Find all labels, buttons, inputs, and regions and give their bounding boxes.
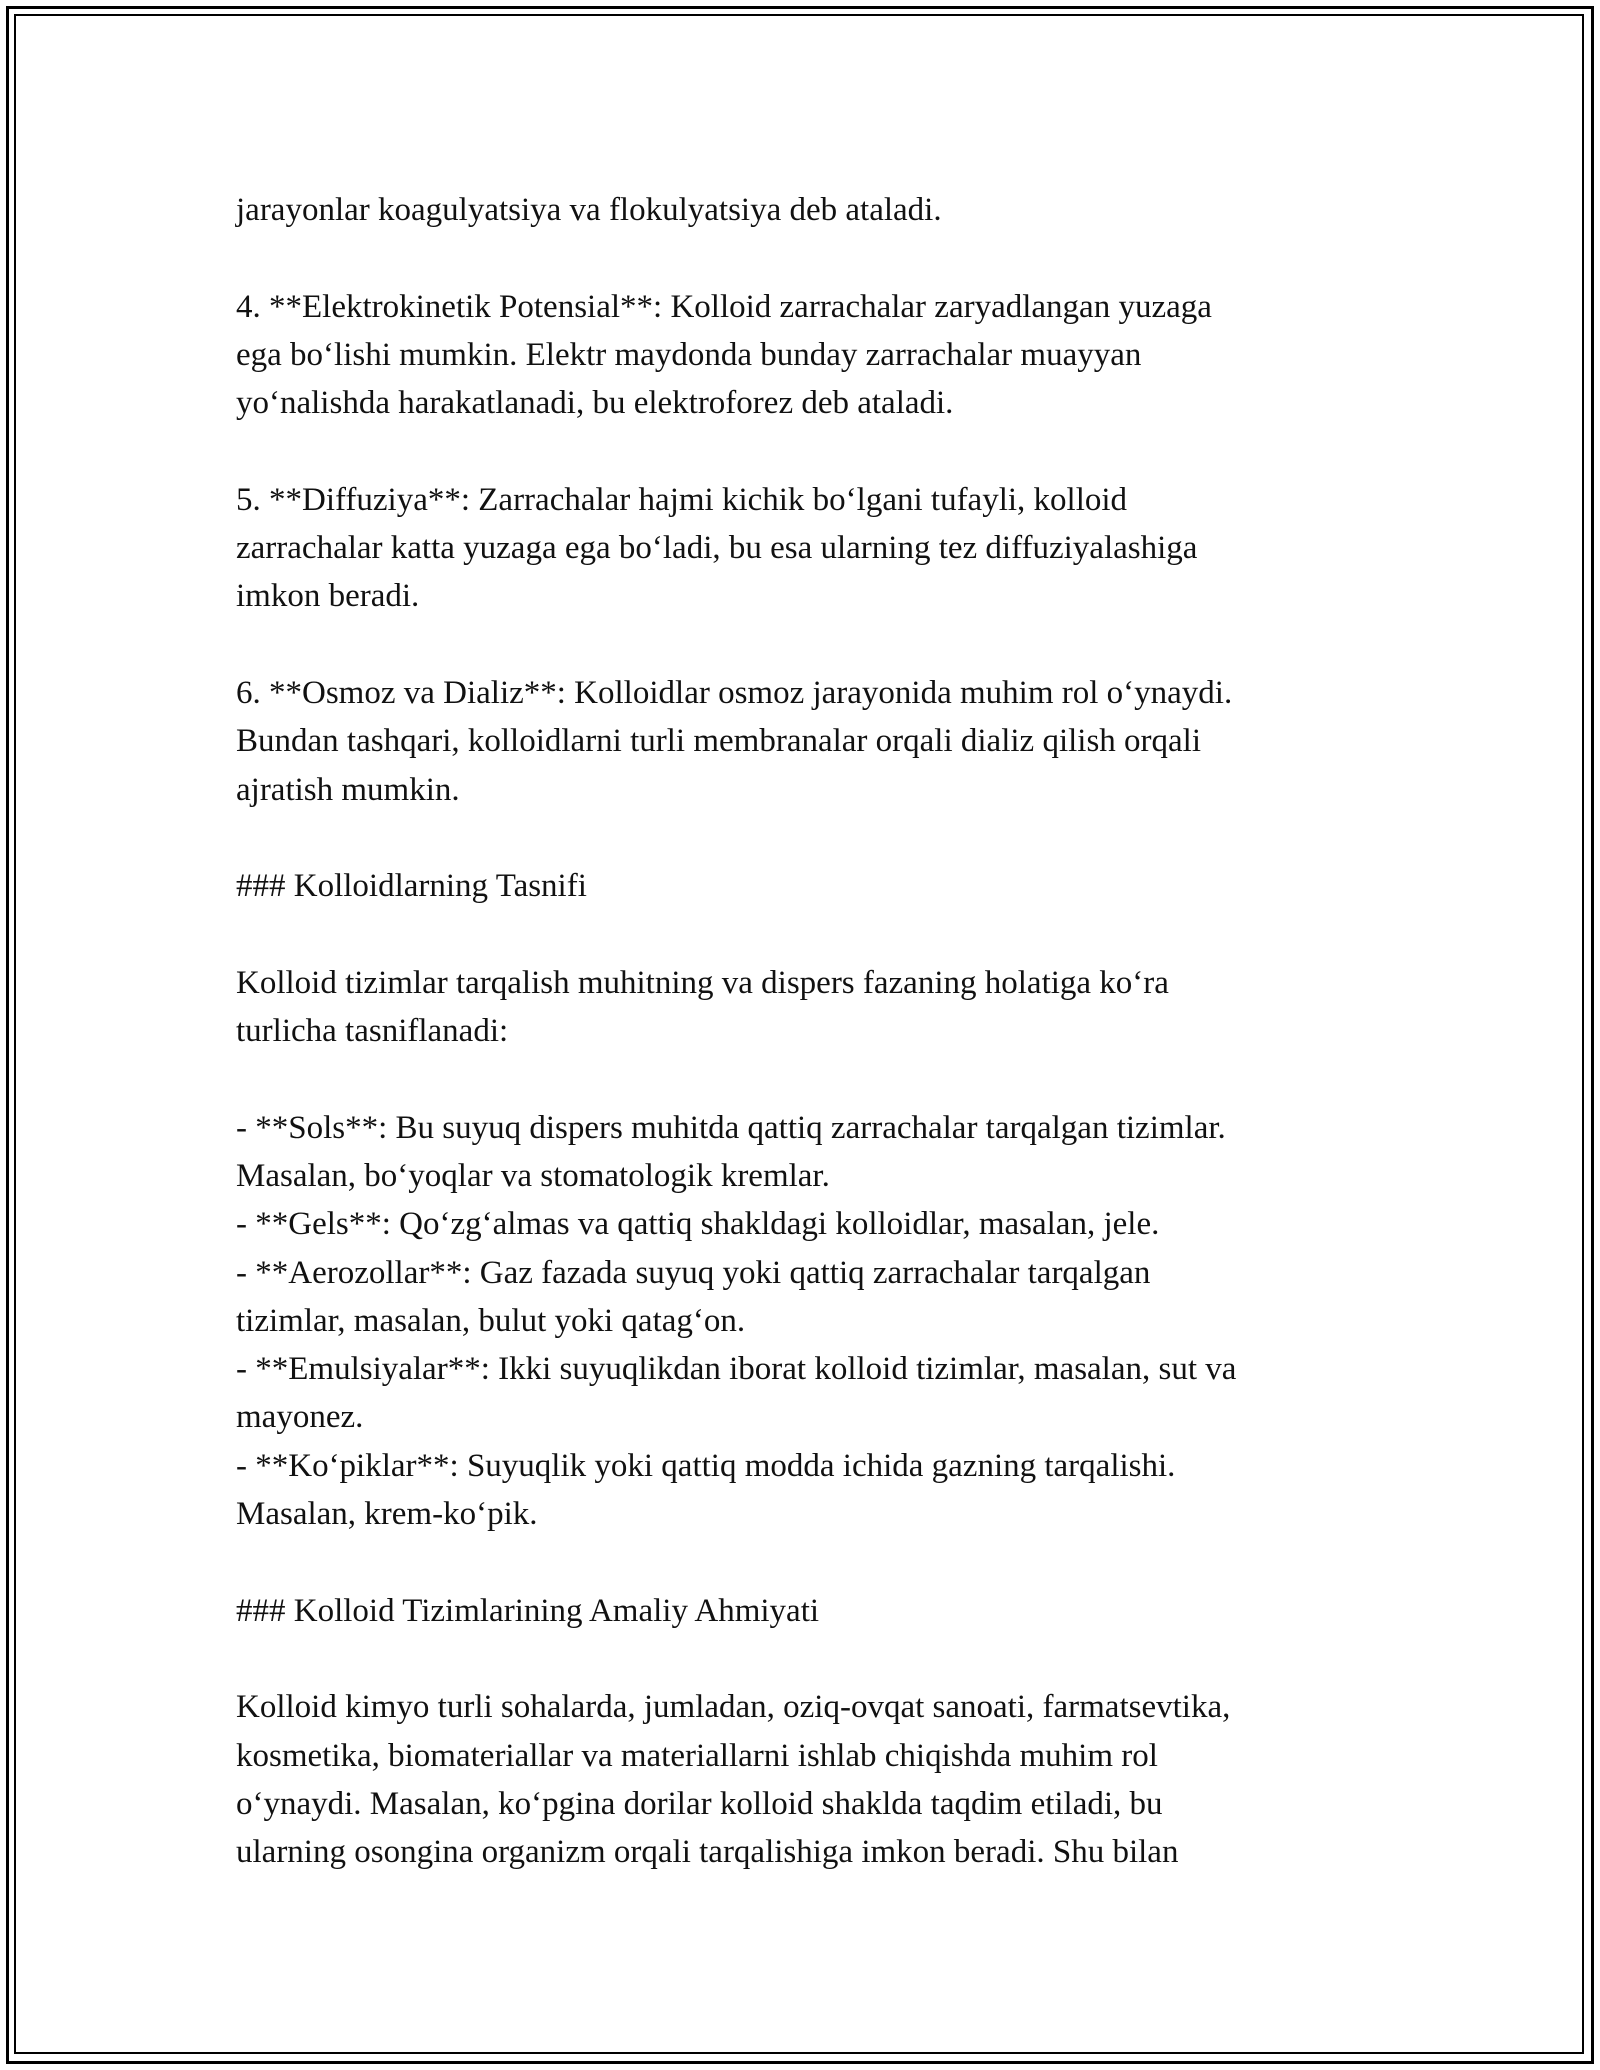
list-item-line: - **Emulsiyalar**: Ikki suyuqlikdan iborat kolloid tizimlar, masalan, sut va [236, 1351, 1237, 1388]
text-line: imkon beradi. [236, 578, 420, 615]
paragraph-elektrokinetik-potensial [236, 283, 1366, 428]
text-line: ajratish mumkin. [236, 771, 460, 808]
text-line: 4. **Elektrokinetik Potensial**: Kolloid zarrachalar zaryadlangan yuzaga [236, 288, 1212, 325]
document-body [236, 186, 1366, 1876]
heading-kolloidlarning-tasnifi [236, 862, 1366, 910]
text-line: Bundan tashqari, kolloidlarni turli membranalar orqali dializ qilish orqali [236, 723, 1202, 760]
list-item-line: mayonez. [236, 1399, 364, 1436]
list-kolloid-turlari [236, 1104, 1366, 1539]
list-item-line: - **Ko‘piklar**: Suyuqlik yoki qattiq modda ichida gazning tarqalishi. [236, 1447, 1176, 1484]
text-line: turlicha tasniflanadi: [236, 1013, 509, 1050]
heading-text: ### Kolloidlarning Tasnifi [236, 868, 587, 905]
text-line: ularning osongina organizm orqali tarqalishiga imkon beradi. Shu bilan [236, 1834, 1179, 1871]
paragraph-intro [236, 186, 1366, 234]
paragraph-tasnif-intro [236, 959, 1366, 1056]
paragraph-amaliy-ahmiyat [236, 1683, 1366, 1876]
text-line: zarrachalar katta yuzaga ega bo‘ladi, bu esa ularning tez diffuziyalashiga [236, 530, 1198, 567]
text-line: Kolloid tizimlar tarqalish muhitning va dispers fazaning holatiga ko‘ra [236, 964, 1169, 1001]
text-line: Kolloid kimyo turli sohalarda, jumladan, oziq-ovqat sanoati, farmatsevtika, [236, 1689, 1231, 1726]
list-item-line: - **Gels**: Qo‘zg‘almas va qattiq shakldagi kolloidlar, masalan, jele. [236, 1206, 1160, 1243]
text-line: 6. **Osmoz va Dializ**: Kolloidlar osmoz jarayonida muhim rol o‘ynaydi. [236, 674, 1233, 711]
text-line: 5. **Diffuziya**: Zarrachalar hajmi kichik bo‘lgani tufayli, kolloid [236, 481, 1128, 518]
text-line: yo‘nalishda harakatlanadi, bu elektroforez deb ataladi. [236, 385, 954, 422]
list-item-line: - **Sols**: Bu suyuq dispers muhitda qattiq zarrachalar tarqalgan tizimlar. [236, 1109, 1226, 1146]
list-item-line: tizimlar, masalan, bulut yoki qatag‘on. [236, 1302, 746, 1339]
paragraph-diffuziya [236, 476, 1366, 621]
paragraph-osmoz-dializ [236, 669, 1366, 814]
text-line: jarayonlar koagulyatsiya va flokulyatsiya deb ataladi. [236, 192, 942, 228]
list-item-line: - **Aerozollar**: Gaz fazada suyuq yoki qattiq zarrachalar tarqalgan [236, 1254, 1151, 1291]
heading-text: ### Kolloid Tizimlarining Amaliy Ahmiyati [236, 1592, 820, 1629]
list-item-line: Masalan, bo‘yoqlar va stomatologik kremlar. [236, 1157, 830, 1194]
heading-amaliy-ahmiyati [236, 1587, 1366, 1635]
text-line: o‘ynaydi. Masalan, ko‘pgina dorilar kolloid shaklda taqdim etiladi, bu [236, 1785, 1163, 1822]
list-item-line: Masalan, krem-ko‘pik. [236, 1496, 538, 1533]
text-line: kosmetika, biomateriallar va materiallarni ishlab chiqishda muhim rol [236, 1737, 1158, 1774]
text-line: ega bo‘lishi mumkin. Elektr maydonda bunday zarrachalar muayyan [236, 336, 1142, 373]
